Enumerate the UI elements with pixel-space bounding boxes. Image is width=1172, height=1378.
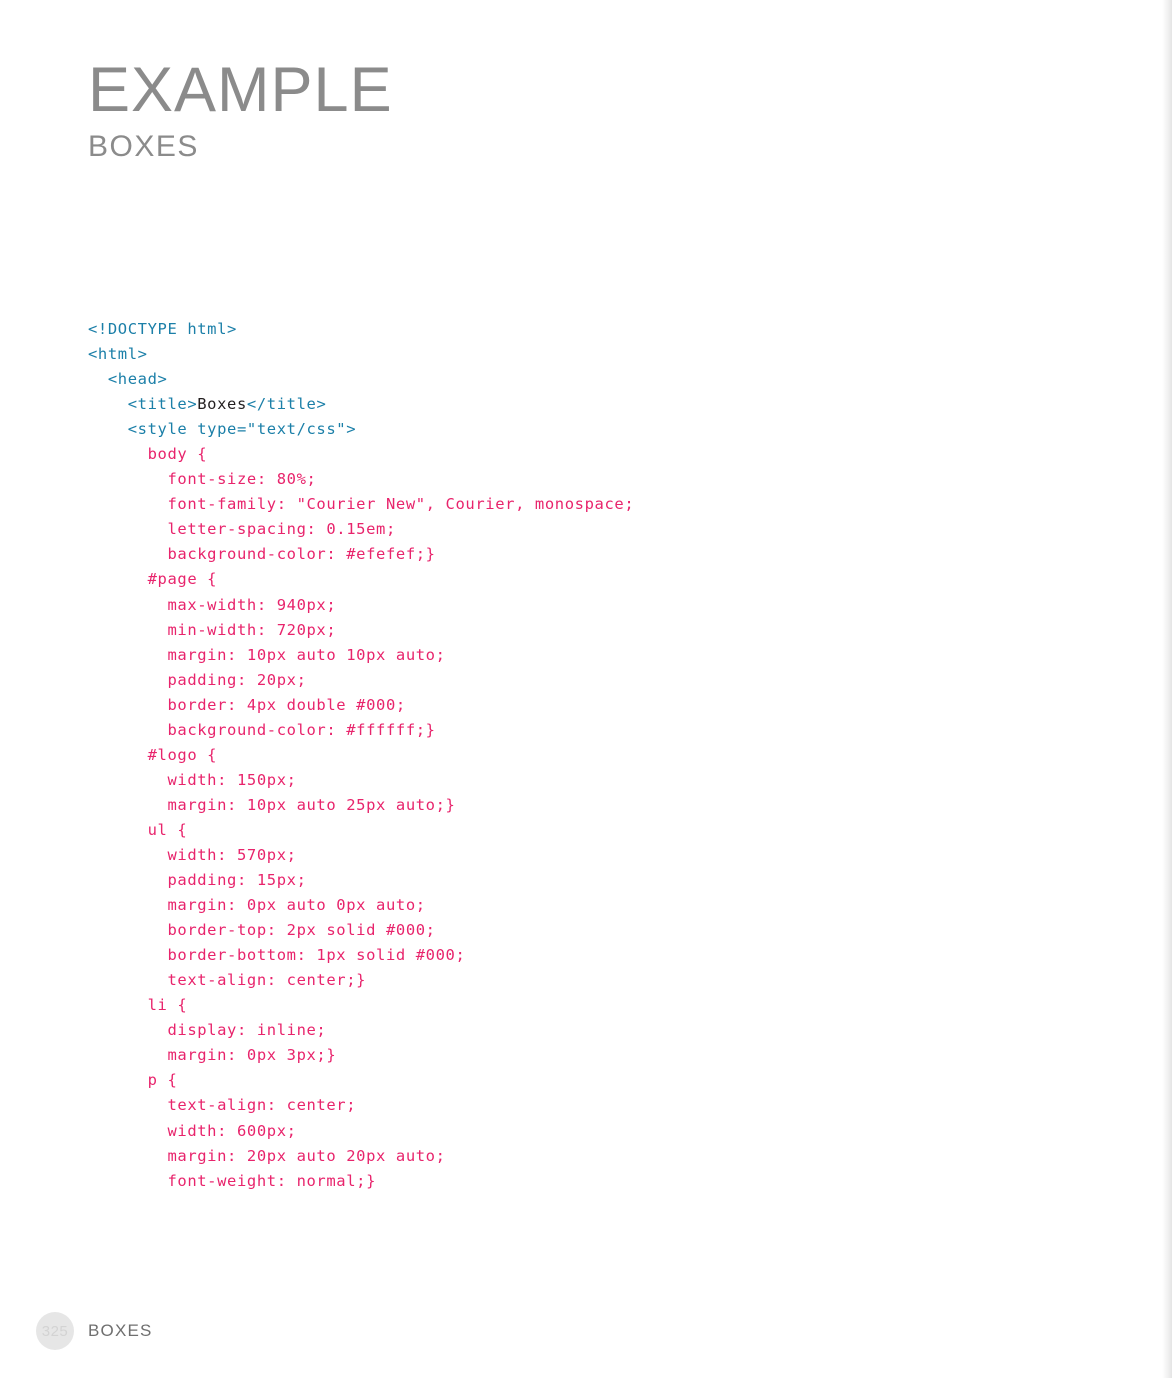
code-token: font-size: 80%; [88, 470, 317, 489]
code-line [88, 342, 634, 367]
code-line [88, 643, 634, 668]
page-header [88, 55, 393, 164]
code-token: <head> [88, 370, 168, 389]
code-token: border: 4px double #000; [88, 695, 406, 714]
code-line [88, 768, 634, 793]
code-line [88, 1169, 634, 1194]
code-token: <!DOCTYPE html> [88, 320, 237, 338]
code-line [88, 1093, 634, 1118]
code-line [88, 417, 634, 442]
code-line [88, 618, 634, 643]
code-token: #logo { [88, 745, 218, 764]
code-token: border-top: 2px solid #000; [88, 921, 436, 940]
code-line [88, 793, 634, 818]
code-token: margin: 20px auto 20px auto; [88, 1146, 446, 1165]
code-line [88, 1018, 634, 1043]
code-line [88, 843, 634, 868]
code-token: margin: 0px auto 0px auto; [88, 896, 426, 915]
code-line [88, 467, 634, 492]
code-line [88, 567, 634, 592]
page-footer [36, 1312, 153, 1350]
code-line [88, 918, 634, 943]
code-token: #page { [88, 570, 218, 589]
code-token: width: 570px; [88, 845, 297, 864]
code-token: width: 150px; [88, 770, 297, 789]
code-token: padding: 20px; [88, 670, 307, 689]
code-token: Boxes [197, 395, 247, 414]
code-token: background-color: #ffffff;} [88, 720, 436, 739]
code-token: text-align: center; [88, 1096, 357, 1115]
code-line [88, 943, 634, 968]
footer-label: BOXES [88, 1321, 153, 1340]
code-token: <style type="text/css"> [88, 420, 357, 439]
code-token: margin: 0px 3px;} [88, 1046, 337, 1065]
code-token: background-color: #efefef;} [88, 545, 436, 564]
code-line [88, 1043, 634, 1068]
code-line [88, 993, 634, 1018]
code-line [88, 317, 634, 342]
code-line [88, 668, 634, 693]
page-edge-shadow [1162, 0, 1172, 1378]
code-listing [88, 317, 634, 1194]
code-line [88, 542, 634, 567]
code-line [88, 517, 634, 542]
code-token: letter-spacing: 0.15em; [88, 520, 396, 539]
code-token: ul { [88, 820, 188, 839]
code-line [88, 868, 634, 893]
page-number-badge: 325 [36, 1312, 74, 1350]
code-line [88, 718, 634, 743]
code-line [88, 392, 634, 417]
code-token: <title> [88, 395, 198, 414]
code-line [88, 442, 634, 467]
code-token: border-bottom: 1px solid #000; [88, 946, 466, 965]
code-line [88, 968, 634, 993]
code-token: </title> [246, 395, 327, 414]
code-token: min-width: 720px; [88, 620, 337, 639]
code-token: font-weight: normal;} [88, 1171, 377, 1190]
code-token: p { [88, 1071, 178, 1090]
code-line [88, 693, 634, 718]
code-line [88, 492, 634, 517]
code-token: display: inline; [88, 1021, 327, 1040]
code-line [88, 818, 634, 843]
code-line [88, 1144, 634, 1169]
code-token: width: 600px; [88, 1121, 297, 1140]
code-line [88, 743, 634, 768]
code-token: margin: 10px auto 25px auto;} [88, 795, 456, 814]
code-token: margin: 10px auto 10px auto; [88, 645, 446, 664]
code-token: <html> [88, 345, 148, 364]
code-line [88, 367, 634, 392]
page-subtitle: BOXES [88, 130, 199, 163]
code-line [88, 893, 634, 918]
code-line [88, 593, 634, 618]
page-title: EXAMPLE [88, 55, 393, 125]
code-token: body { [88, 445, 208, 464]
code-token: text-align: center;} [88, 971, 367, 990]
code-token: padding: 15px; [88, 871, 307, 890]
code-line [88, 1119, 634, 1144]
code-token: max-width: 940px; [88, 595, 337, 614]
code-token: font-family: "Courier New", Courier, monospace; [88, 495, 635, 514]
code-line [88, 1068, 634, 1093]
code-token: li { [88, 996, 188, 1015]
